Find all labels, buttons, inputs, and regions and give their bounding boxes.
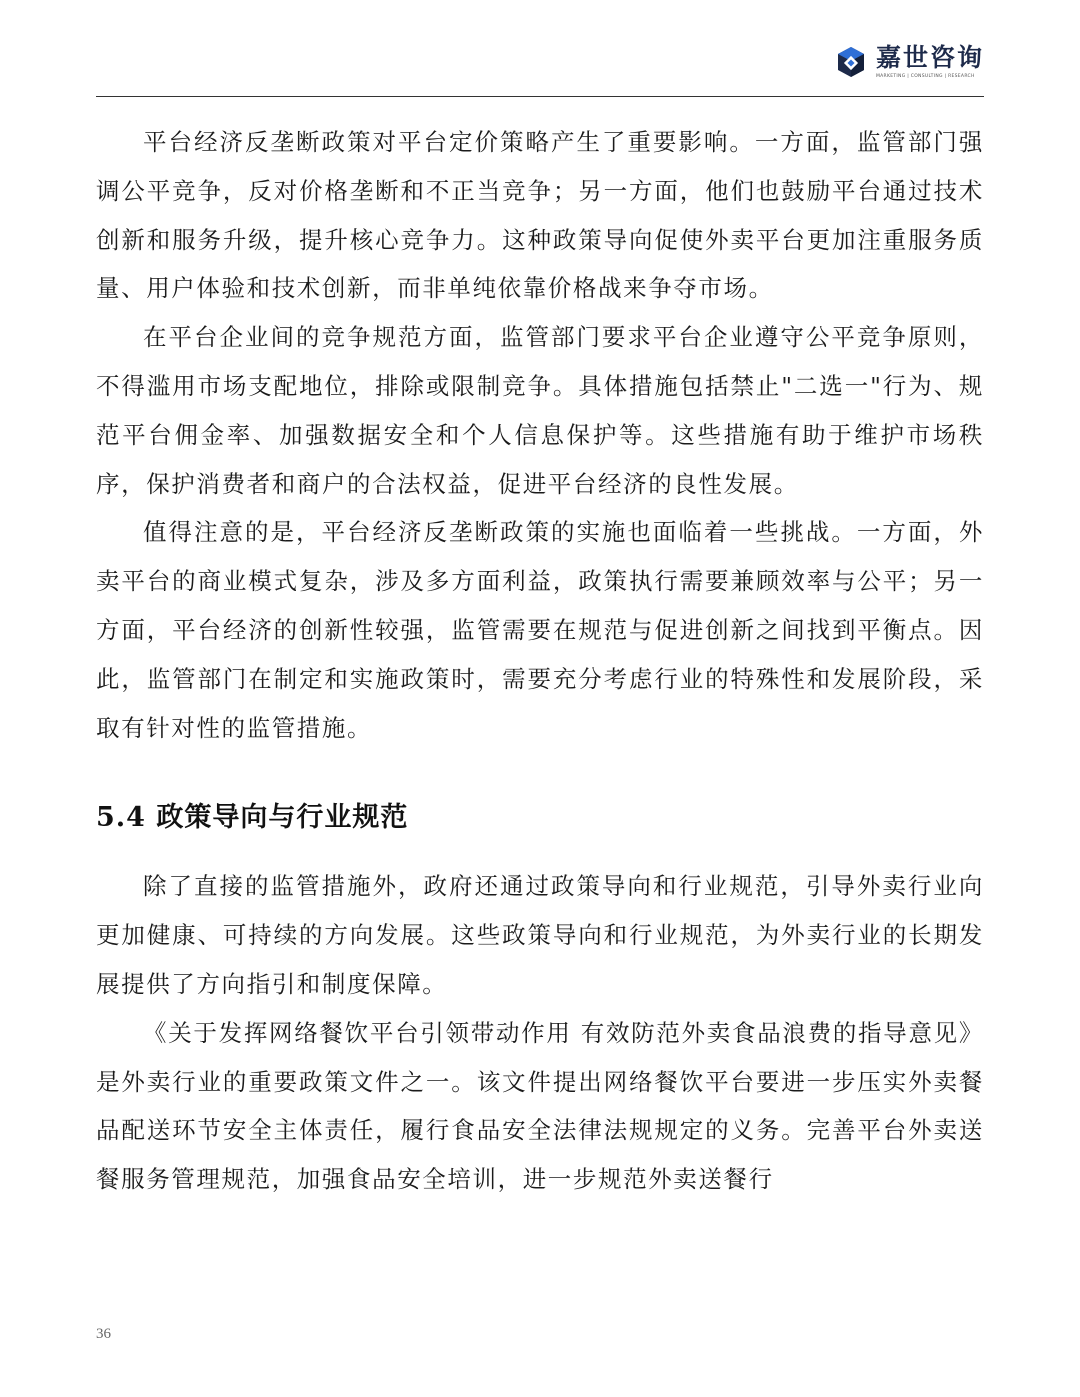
- paragraph-challenges: 值得注意的是，平台经济反垄断政策的实施也面临着一些挑战。一方面，外卖平台的商业模式复杂，涉及多方面利益，政策执行需要兼顾效率与公平；另一方面，平台经济的创新性较强，监管需要在规范与促进创新之间找到平衡点。因此，监管部门在制定和实施政策时，需要充分考虑行业的特殊性和发展阶段，采取有针对性的监管措施。: [96, 518, 984, 742]
- paragraph-antitrust-pricing: 平台经济反垄断政策对平台定价策略产生了重要影响。一方面，监管部门强调公平竞争，反对价格垄断和不正当竞争；另一方面，他们也鼓励平台通过技术创新和服务升级，提升核心竞争力。这种政策导向促使外卖平台更加注重服务质量、用户体验和技术创新，而非单纯依靠价格战来争夺市场。: [96, 128, 984, 303]
- brand-logo: [834, 44, 984, 80]
- page-number: 36: [96, 1326, 111, 1342]
- document-body: [96, 118, 984, 1204]
- paragraph-competition-norms: 在平台企业间的竞争规范方面，监管部门要求平台企业遵守公平竞争原则，不得滥用市场支配地位，排除或限制竞争。具体措施包括禁止"二选一"行为、规范平台佣金率、加强数据安全和个人信息保护等。这些措施有助于维护市场秩序，保护消费者和商户的合法权益，促进平台经济的良性发展。: [96, 323, 984, 498]
- paragraph-policy-guidance: 除了直接的监管措施外，政府还通过政策导向和行业规范，引导外卖行业向更加健康、可持续的方向发展。这些政策导向和行业规范，为外卖行业的长期发展提供了方向指引和制度保障。: [96, 872, 984, 998]
- section-heading: 5.4 政策导向与行业规范: [96, 802, 409, 834]
- brand-tagline: MARKETING | CONSULTING | RESEARCH: [875, 74, 975, 79]
- page-header: [96, 38, 984, 97]
- paragraph-guideline-document: 《关于发挥网络餐饮平台引领带动作用 有效防范外卖食品浪费的指导意见》是外卖行业的重要政策文件之一。该文件提出网络餐饮平台要进一步压实外卖餐品配送环节安全主体责任，履行食品安全法律法规规定的义务。完善平台外卖送餐服务管理规范，加强食品安全培训，进一步规范外卖送餐行: [96, 1018, 984, 1194]
- jiashi-cube-logo-icon: [834, 45, 868, 79]
- brand-name: 嘉世咨询: [875, 43, 984, 72]
